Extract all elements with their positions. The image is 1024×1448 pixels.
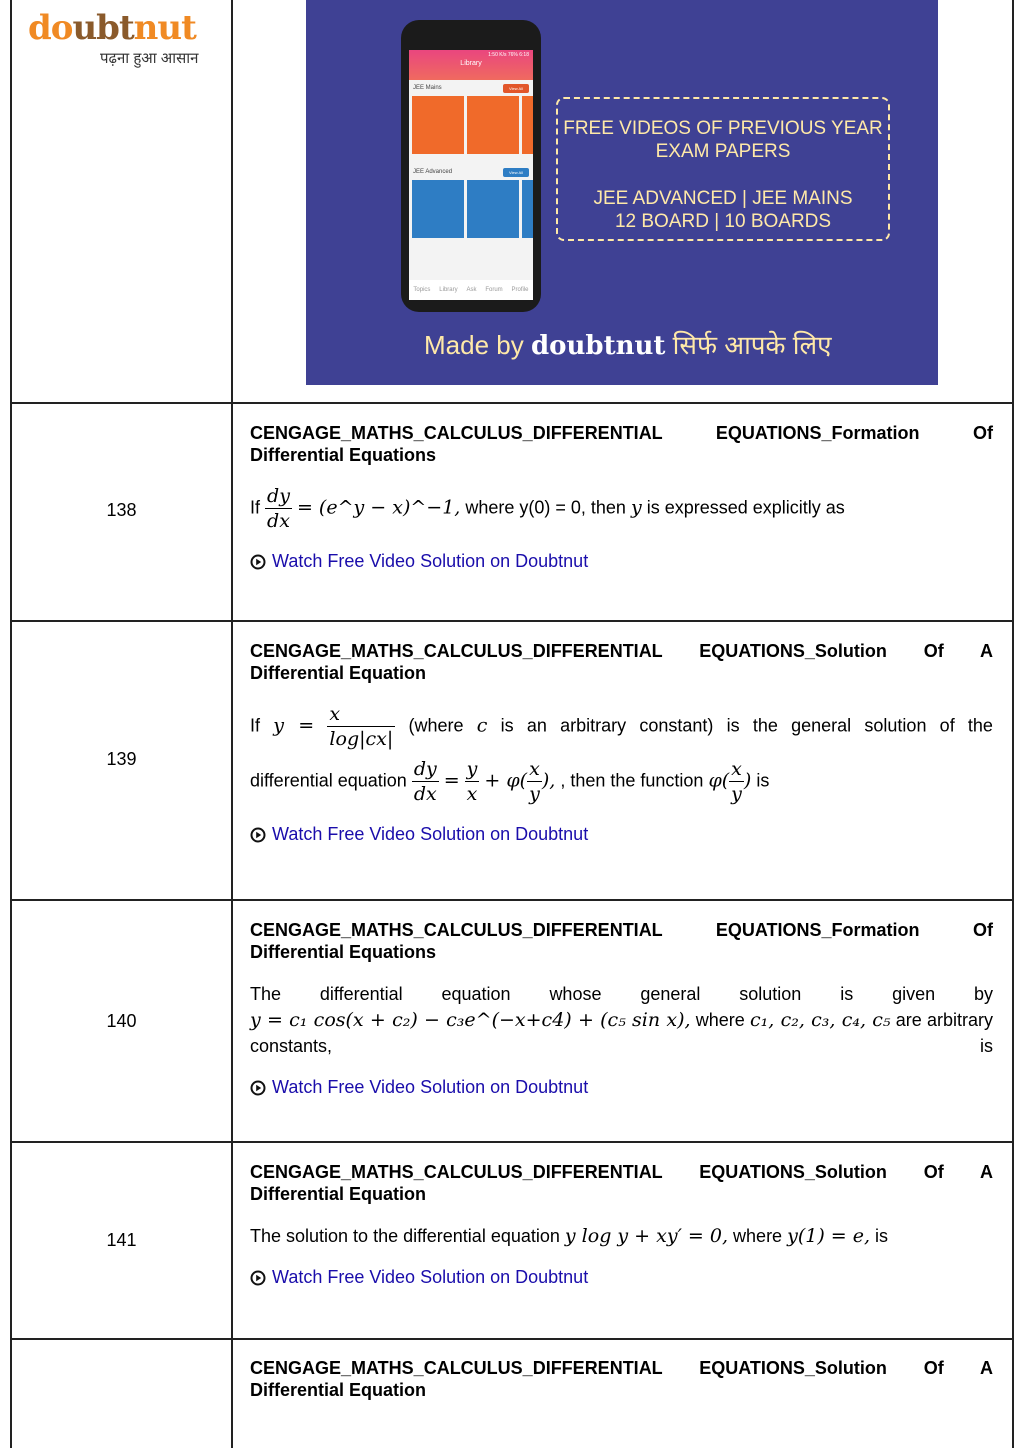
question-141 bbox=[250, 1161, 993, 1288]
question-topic: CENGAGE_MATHS_CALCULUS_DIFFERENTIAL EQUATIONS_Formation Of bbox=[250, 423, 993, 443]
question-number: 141 bbox=[106, 1230, 137, 1250]
play-circle-icon bbox=[250, 1080, 266, 1096]
question-topic: CENGAGE_MATHS_CALCULUS_DIFFERENTIAL EQUATIONS_Formation Of bbox=[250, 920, 993, 940]
watch-video-link[interactable]: Watch Free Video Solution on Doubtnut bbox=[250, 1267, 993, 1288]
phone-screen: 1:50 K/s 76% 6:18 Library JEE Mains View All JEE Advanced View All Topics Library Ask Forum Profile bbox=[409, 50, 533, 300]
question-text: If y = $\frac{x}{\log|cx|}$ (where c is an arbitrary constant) is the general solution of the bbox=[250, 703, 993, 750]
column-divider bbox=[231, 0, 233, 1448]
play-circle-icon bbox=[250, 827, 266, 843]
question-138 bbox=[250, 422, 993, 572]
phone-header: 1:50 K/s 76% 6:18 Library bbox=[409, 50, 533, 80]
play-circle-icon bbox=[250, 554, 266, 570]
question-topic-cont: Differential Equations bbox=[250, 942, 437, 962]
row-divider bbox=[10, 899, 1014, 901]
watch-video-link[interactable]: Watch Free Video Solution on Doubtnut bbox=[250, 1077, 993, 1098]
banner-promo-box: FREE VIDEOS OF PREVIOUS YEAR EXAM PAPERS JEE ADVANCED | JEE MAINS 12 BOARD | 10 BOARDS bbox=[556, 97, 890, 241]
question-topic-cont: Differential Equations bbox=[250, 445, 437, 465]
doubtnut-logo bbox=[28, 8, 218, 68]
question-text: The solution to the differential equation y log y + xy′ = 0, where y(1) = e, is bbox=[250, 1225, 889, 1247]
row-divider bbox=[10, 620, 1014, 622]
question-topic: CENGAGE_MATHS_CALCULUS_DIFFERENTIAL EQUATIONS_Solution Of A bbox=[250, 641, 993, 661]
question-number: 139 bbox=[106, 749, 137, 769]
fraction-dy-dx: $\frac{dy}{dx}$ bbox=[267, 485, 290, 532]
banner-made-by: Made by doubtnut सिर्फ आपके लिए bbox=[424, 330, 832, 361]
question-text: If $\frac{dy}{dx}$ = (e^y − x)^−1, where y(0) = 0, then y is expressed explicitly as bbox=[250, 485, 845, 532]
promo-banner[interactable] bbox=[306, 0, 938, 385]
question-topic-cont: Differential Equation bbox=[250, 1184, 427, 1204]
watch-video-link[interactable]: Watch Free Video Solution on Doubtnut bbox=[250, 551, 993, 572]
question-text: The differential equation whose general solution is given by bbox=[250, 984, 993, 1004]
question-topic-cont: Differential Equation bbox=[250, 663, 427, 683]
question-140: CENGAGE_MATHS_CALCULUS_DIFFERENTIAL EQUATIONS_Formation Of Differential Equations The differential equation whose general solution is given by y = c₁ cos(x + c₂) − c₃e^(−x+c4) + (c₅ sin x), where c₁, c₂, c₃, c₄, c₅ are arbitrary constants, is Watch Free Video Solution on Doubtnut bbox=[250, 920, 993, 1097]
question-number: 140 bbox=[106, 1011, 137, 1031]
row-divider bbox=[10, 1141, 1014, 1143]
logo-tagline: पढ़ना हुआ आसान bbox=[100, 50, 199, 67]
row-divider bbox=[10, 402, 1014, 404]
phone-nav: Topics Library Ask Forum Profile bbox=[409, 280, 533, 300]
watch-video-link[interactable]: Watch Free Video Solution on Doubtnut bbox=[250, 824, 993, 845]
play-circle-icon bbox=[250, 1270, 266, 1286]
question-142 bbox=[250, 1357, 993, 1401]
question-number: 138 bbox=[106, 500, 137, 520]
question-topic: CENGAGE_MATHS_CALCULUS_DIFFERENTIAL EQUATIONS_Solution Of A bbox=[250, 1358, 993, 1378]
question-topic: CENGAGE_MATHS_CALCULUS_DIFFERENTIAL EQUATIONS_Solution Of A bbox=[250, 1162, 993, 1182]
phone-mockup bbox=[401, 20, 541, 312]
row-divider bbox=[10, 1338, 1014, 1340]
logo-wordmark: doubtnut bbox=[28, 8, 196, 48]
question-139: CENGAGE_MATHS_CALCULUS_DIFFERENTIAL EQUATIONS_Solution Of A Differential Equation If y = $\frac{x}{\log|cx|}$ (where c is an arbitrary constant) is the general solution of the differential equation $\frac{dy}{dx}$ = $\frac{y}{x}$ + φ( $\frac{x}{y}$ ), , then the function φ( $\frac{x}{y}$ ) is Watch Free Video Solution on Doubtnut bbox=[250, 641, 993, 844]
question-topic-cont: Differential Equation bbox=[250, 1380, 427, 1400]
